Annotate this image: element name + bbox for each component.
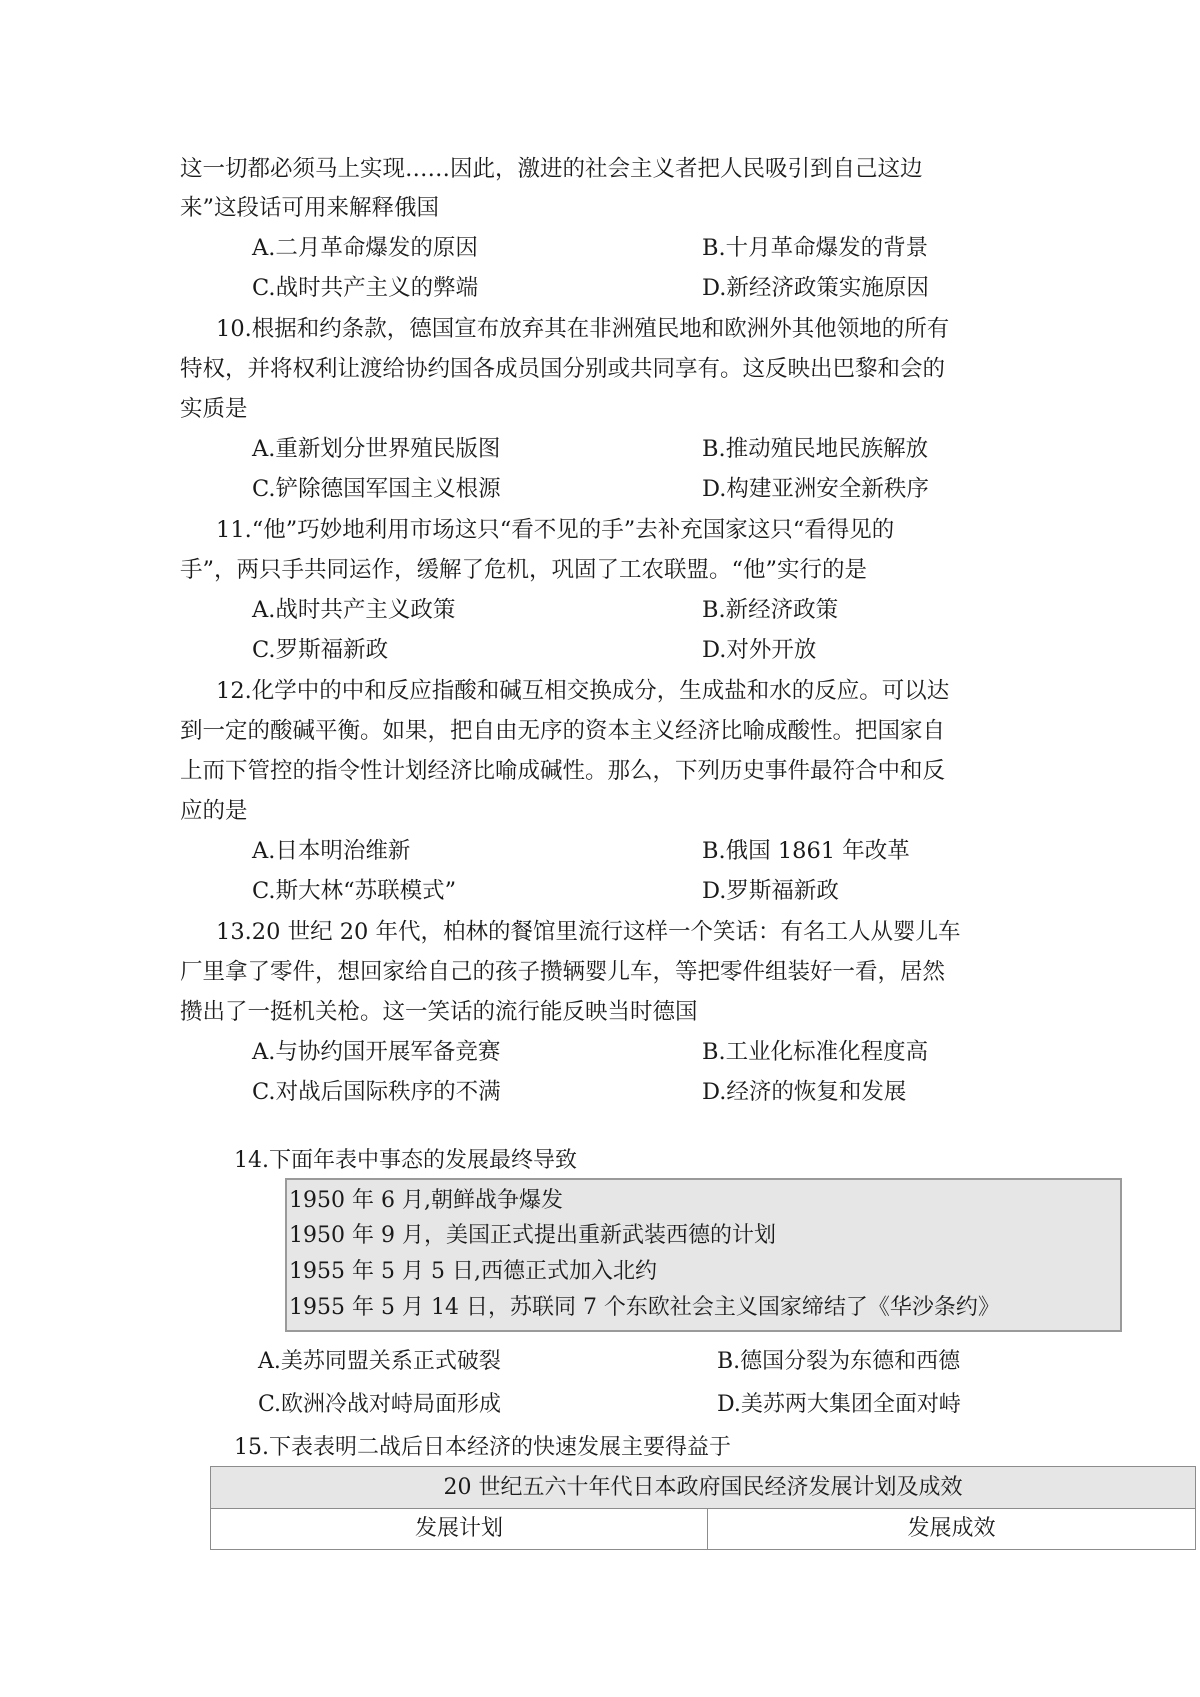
q11-option-d: D.对外开放 — [702, 637, 817, 663]
q13-stem-line-1: 13.20 世纪 20 年代，柏林的餐馆里流行这样一个笑话：有名工人从婴儿车 — [216, 919, 961, 945]
q9-option-a: A.二月革命爆发的原因 — [252, 235, 478, 261]
q11-option-a: A.战时共产主义政策 — [252, 597, 456, 623]
q14-stem: 14.下面年表中事态的发展最终导致 — [234, 1148, 577, 1173]
q12-stem-line-1: 12.化学中的中和反应指酸和碱互相交换成分，生成盐和水的反应。可以达 — [216, 678, 950, 704]
q10-option-c: C.铲除德国军国主义根源 — [252, 476, 501, 502]
q12-stem-line-4: 应的是 — [180, 798, 248, 824]
q10-option-d: D.构建亚洲安全新秩序 — [702, 476, 929, 502]
q10-option-a: A.重新划分世界殖民版图 — [252, 436, 501, 462]
q14-timeline-box — [285, 1178, 1122, 1332]
q11-stem-line-1: 11.“他”巧妙地利用市场这只“看不见的手”去补充国家这只“看得见的 — [216, 517, 895, 543]
q13-option-d: D.经济的恢复和发展 — [702, 1079, 907, 1105]
q12-stem-line-3: 上而下管控的指令性计划经济比喻成碱性。那么，下列历史事件最符合中和反 — [180, 758, 946, 784]
q13-option-b: B.工业化标准化程度高 — [702, 1039, 929, 1065]
q11-stem-line-2: 手”，两只手共同运作，缓解了危机，巩固了工农联盟。“他”实行的是 — [180, 557, 868, 583]
q14-timeline-row: 1955 年 5 月 5 日,西德正式加入北约 — [289, 1259, 657, 1284]
q14-option-c: C.欧洲冷战对峙局面形成 — [258, 1392, 502, 1417]
q12-option-a: A.日本明治维新 — [252, 838, 411, 864]
q11-option-c: C.罗斯福新政 — [252, 637, 389, 663]
q10-stem-line-2: 特权，并将权利让渡给协约国各成员国分别或共同享有。这反映出巴黎和会的 — [180, 356, 946, 382]
q14-option-d: D.美苏两大集团全面对峙 — [717, 1392, 961, 1417]
q9-stem-line-1: 这一切都必须马上实现……因此，激进的社会主义者把人民吸引到自己这边 — [180, 156, 923, 182]
q14-timeline-row: 1955 年 5 月 14 日，苏联同 7 个东欧社会主义国家缔结了《华沙条约》 — [289, 1295, 1000, 1320]
q10-stem-line-3: 实质是 — [180, 396, 248, 422]
q12-option-d: D.罗斯福新政 — [702, 878, 839, 904]
q13-stem-line-3: 攒出了一挺机关枪。这一笑话的流行能反映当时德国 — [180, 999, 698, 1025]
q14-timeline-row: 1950 年 6 月,朝鲜战争爆发 — [289, 1188, 563, 1213]
q13-option-a: A.与协约国开展军备竞赛 — [252, 1039, 501, 1065]
q12-option-b: B.俄国 1861 年改革 — [702, 838, 910, 864]
q14-option-b: B.德国分裂为东德和西德 — [717, 1349, 961, 1374]
q14-timeline-row: 1950 年 9 月，美国正式提出重新武装西德的计划 — [289, 1223, 776, 1248]
q13-stem-line-2: 厂里拿了零件，想回家给自己的孩子攒辆婴儿车，等把零件组装好一看，居然 — [180, 959, 946, 985]
q10-option-b: B.推动殖民地民族解放 — [702, 436, 929, 462]
q9-option-b: B.十月革命爆发的背景 — [702, 235, 929, 261]
q9-stem-line-2: 来”这段话可用来解释俄国 — [180, 195, 440, 221]
q9-option-d: D.新经济政策实施原因 — [702, 275, 929, 301]
q13-option-c: C.对战后国际秩序的不满 — [252, 1079, 501, 1105]
q14-option-a: A.美苏同盟关系正式破裂 — [258, 1349, 501, 1374]
q12-stem-line-2: 到一定的酸碱平衡。如果，把自由无序的资本主义经济比喻成酸性。把国家自 — [180, 718, 946, 744]
q10-stem-line-1: 10.根据和约条款，德国宣布放弃其在非洲殖民地和欧洲外其他领地的所有 — [216, 316, 950, 342]
q15-table — [210, 1466, 1196, 1550]
q11-option-b: B.新经济政策 — [702, 597, 839, 623]
q12-option-c: C.斯大林“苏联模式” — [252, 878, 457, 904]
q15-table-header-result: 发展成效 — [907, 1516, 996, 1541]
q15-table-header-plan: 发展计划 — [211, 1509, 708, 1549]
q9-option-c: C.战时共产主义的弊端 — [252, 275, 479, 301]
q15-stem: 15.下表表明二战后日本经济的快速发展主要得益于 — [234, 1435, 731, 1460]
q15-table-caption: 20 世纪五六十年代日本政府国民经济发展计划及成效 — [211, 1467, 1195, 1509]
